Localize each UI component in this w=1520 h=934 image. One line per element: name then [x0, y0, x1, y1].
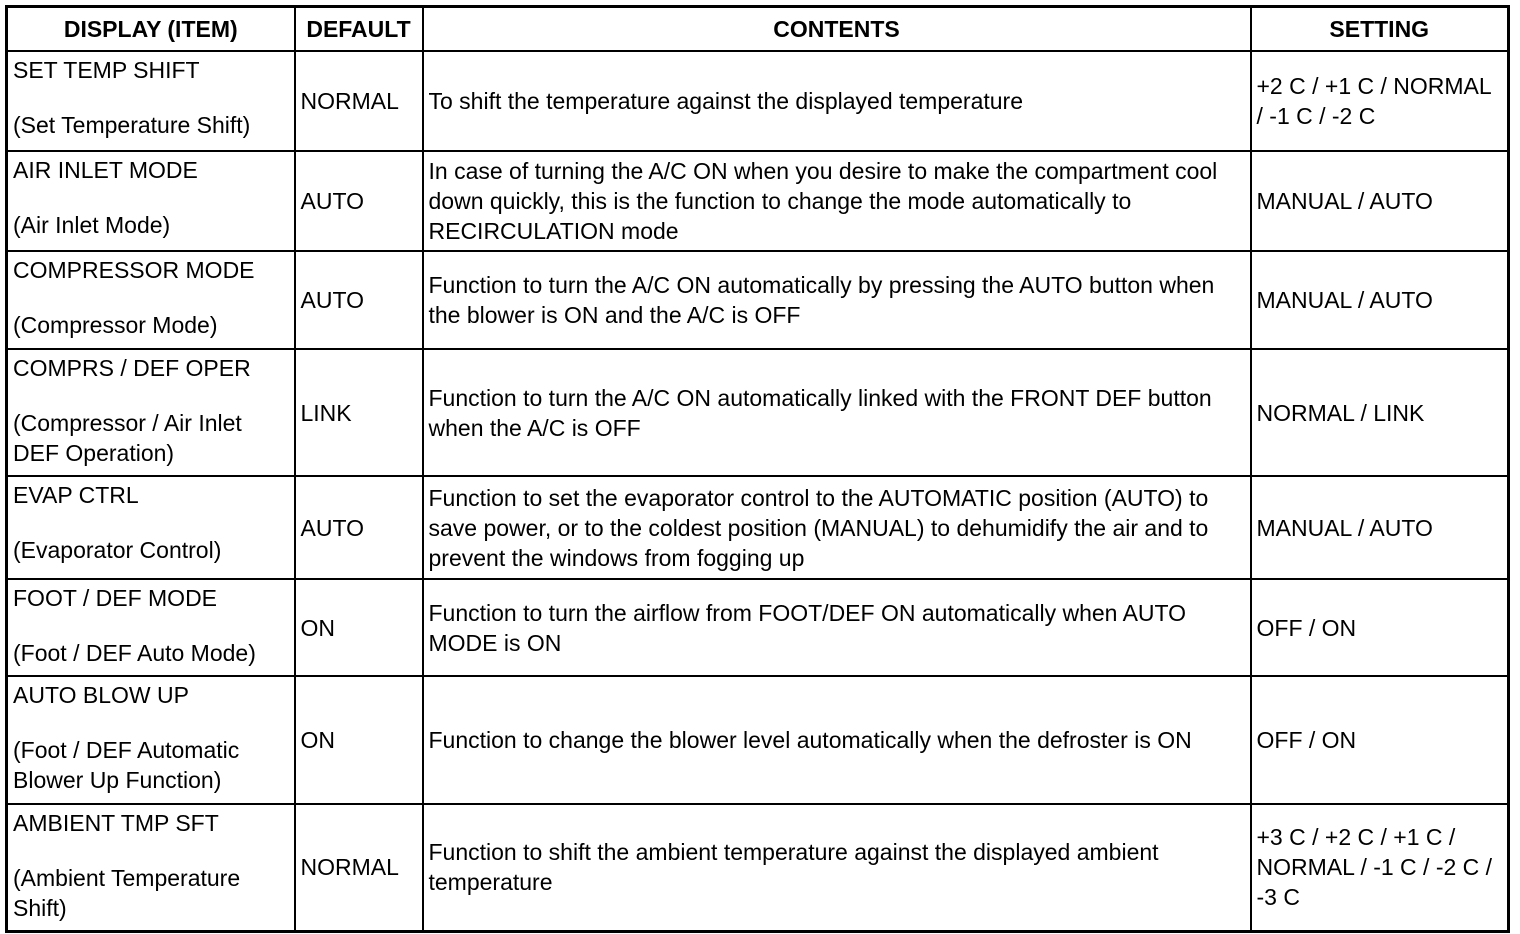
default-cell: AUTO	[295, 476, 423, 579]
customize-settings-table	[5, 5, 1510, 933]
item-cell	[7, 349, 295, 476]
item-name: COMPRS / DEF OPER	[13, 355, 251, 381]
header-setting: SETTING	[1251, 7, 1509, 52]
setting-cell: OFF / ON	[1251, 676, 1509, 804]
item-description: (Ambient Temperature Shift)	[13, 865, 241, 921]
contents-cell: Function to set the evaporator control to the AUTOMATIC position (AUTO) to save power, or to the coldest position (MANUAL) to dehumidify the air and to prevent the windows from fogging up	[423, 476, 1251, 579]
default-cell: LINK	[295, 349, 423, 476]
item-description: (Evaporator Control)	[13, 537, 222, 563]
contents-cell: Function to change the blower level automatically when the defroster is ON	[423, 676, 1251, 804]
settings-table-sheet	[5, 5, 1507, 929]
contents-cell: Function to shift the ambient temperature against the displayed ambient temperature	[423, 804, 1251, 931]
contents-cell: In case of turning the A/C ON when you desire to make the compartment cool down quickly, this is the function to change the mode automatically to RECIRCULATION mode	[423, 151, 1251, 251]
default-cell: AUTO	[295, 251, 423, 349]
item-cell	[7, 51, 295, 151]
table-row	[7, 676, 1509, 804]
item-name: FOOT / DEF MODE	[13, 585, 218, 611]
default-cell: ON	[295, 676, 423, 804]
header-contents: CONTENTS	[423, 7, 1251, 52]
default-cell: AUTO	[295, 151, 423, 251]
table-row	[7, 151, 1509, 251]
item-description: (Compressor Mode)	[13, 312, 218, 338]
item-name: SET TEMP SHIFT	[13, 57, 200, 83]
item-cell	[7, 804, 295, 931]
setting-cell: MANUAL / AUTO	[1251, 251, 1509, 349]
table-row	[7, 51, 1509, 151]
setting-cell: MANUAL / AUTO	[1251, 151, 1509, 251]
item-name: AMBIENT TMP SFT	[13, 810, 219, 836]
table-row	[7, 476, 1509, 579]
item-cell	[7, 151, 295, 251]
setting-cell: +3 C / +2 C / +1 C / NORMAL / -1 C / -2 C / -3 C	[1251, 804, 1509, 931]
header-default: DEFAULT	[295, 7, 423, 52]
item-description: (Air Inlet Mode)	[13, 212, 171, 238]
item-description: (Set Temperature Shift)	[13, 112, 251, 138]
table-row	[7, 579, 1509, 676]
item-name: EVAP CTRL	[13, 482, 139, 508]
item-cell	[7, 251, 295, 349]
table-row	[7, 251, 1509, 349]
setting-cell: +2 C / +1 C / NORMAL / -1 C / -2 C	[1251, 51, 1509, 151]
default-cell: NORMAL	[295, 51, 423, 151]
contents-cell: Function to turn the A/C ON automatically by pressing the AUTO button when the blower is ON and the A/C is OFF	[423, 251, 1251, 349]
header-display-item: DISPLAY (ITEM)	[7, 7, 295, 52]
default-cell: ON	[295, 579, 423, 676]
contents-cell: Function to turn the airflow from FOOT/DEF ON automatically when AUTO MODE is ON	[423, 579, 1251, 676]
table-row	[7, 804, 1509, 931]
item-name: AIR INLET MODE	[13, 157, 198, 183]
setting-cell: NORMAL / LINK	[1251, 349, 1509, 476]
item-description: (Foot / DEF Auto Mode)	[13, 640, 256, 666]
item-name: AUTO BLOW UP	[13, 682, 189, 708]
item-cell	[7, 579, 295, 676]
item-name: COMPRESSOR MODE	[13, 257, 255, 283]
setting-cell: OFF / ON	[1251, 579, 1509, 676]
item-cell	[7, 476, 295, 579]
item-description: (Foot / DEF Automatic Blower Up Function)	[13, 737, 240, 793]
table-row	[7, 349, 1509, 476]
contents-cell: To shift the temperature against the displayed temperature	[423, 51, 1251, 151]
header-row	[7, 7, 1509, 52]
default-cell: NORMAL	[295, 804, 423, 931]
item-description: (Compressor / Air Inlet DEF Operation)	[13, 410, 242, 466]
item-cell	[7, 676, 295, 804]
contents-cell: Function to turn the A/C ON automatically linked with the FRONT DEF button when the A/C is OFF	[423, 349, 1251, 476]
setting-cell: MANUAL / AUTO	[1251, 476, 1509, 579]
